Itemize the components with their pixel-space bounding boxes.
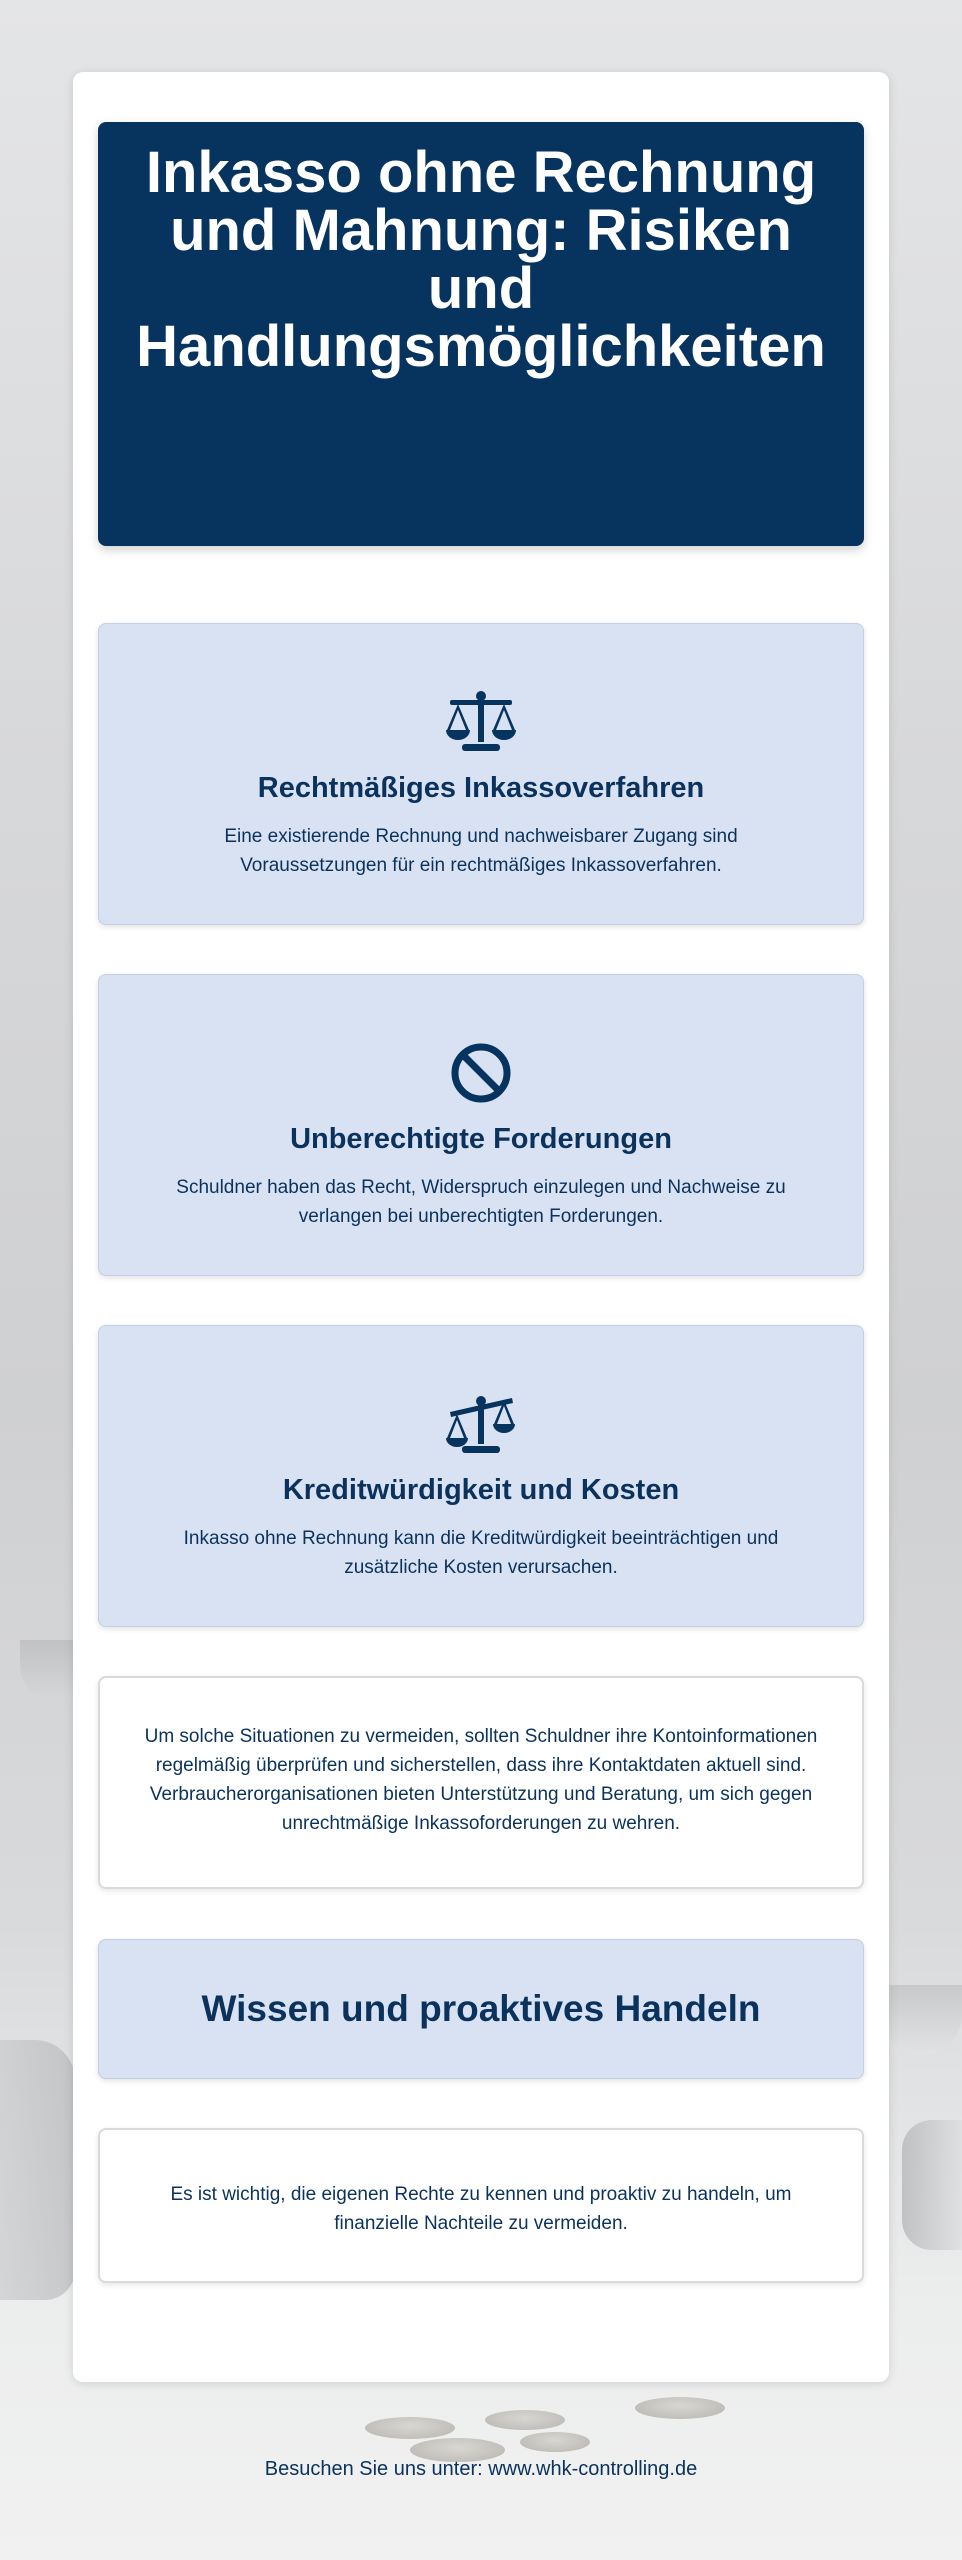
feature-card-unjustified-claims [98,974,864,1276]
advice-text: Um solche Situationen zu vermeiden, sollten Schuldner ihre Kontoinformationen regelmäßig überprüfen und sicherstellen, dass ihre Kontaktdaten aktuell sind. Verbraucherorganisationen bieten Unterstützung und Beratung, um sich gegen unrechtmäßige Inkassoforderungen zu wehren. [144,1726,818,1834]
balance-scale-tilted-icon [444,1392,518,1456]
feature-card-legal-procedure [98,623,864,925]
feature-card-creditworthiness [98,1325,864,1627]
footer-text: Besuchen Sie uns unter: www.whk-controlling.de [264,2458,698,2480]
background-coin [365,2417,455,2439]
feature-text: Schuldner haben das Recht, Widerspruch einzulegen und Nachweise zu verlangen bei unberechtigten Forderungen. [176,1177,786,1227]
feature-title: Kreditwürdigkeit und Kosten [282,1474,680,1506]
main-card [73,72,889,2382]
feature-text: Inkasso ohne Rechnung kann die Kreditwürdigkeit beeinträchtigen und zusätzliche Kosten verursachen. [183,1528,779,1578]
feature-title: Unberechtigte Forderungen [290,1123,672,1155]
page-title: Inkasso ohne Rechnung und Mahnung: Risiken und Handlungsmöglichkeiten [136,140,826,379]
background-scale-bowl [882,1985,962,2055]
balance-scale-icon [444,690,518,754]
feature-title: Rechtmäßiges Inkassoverfahren [257,772,705,804]
conclusion-text: Es ist wichtig, die eigenen Rechte zu kennen und proaktiv zu handeln, um finanzielle Nachteile zu vermeiden. [170,2184,792,2234]
section-title-box [98,1939,864,2079]
background-scale-base [902,2120,962,2250]
advice-box [98,1676,864,1889]
background-coin [520,2432,590,2452]
background-scale-base [0,2040,75,2300]
feature-text: Eine existierende Rechnung und nachweisbarer Zugang sind Voraussetzungen für ein rechtmäßiges Inkassoverfahren. [224,826,738,876]
conclusion-box [98,2128,864,2283]
ban-icon [444,1041,518,1105]
section-title: Wissen und proaktives Handeln [201,1988,761,2029]
background-coin [635,2397,725,2419]
hero-banner [98,122,864,546]
background-coin [485,2410,565,2430]
